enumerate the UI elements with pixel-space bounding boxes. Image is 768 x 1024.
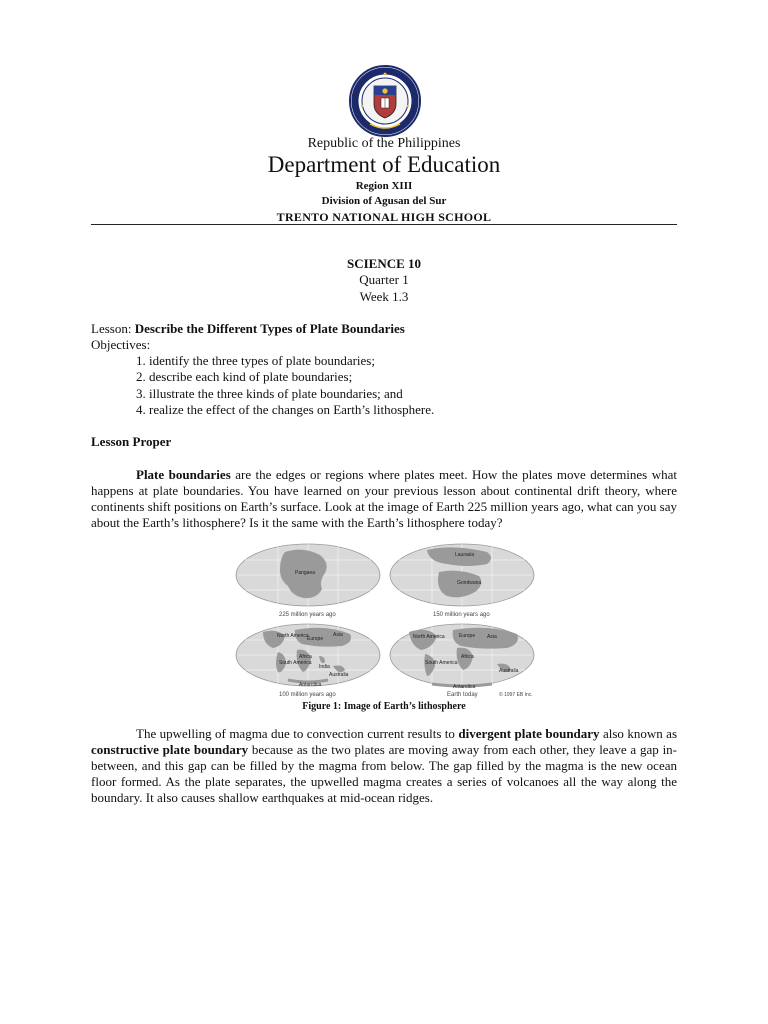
objective-item: 2. describe each kind of plate boundaries; xyxy=(136,369,353,384)
map-label: Antarctica xyxy=(299,682,322,688)
department-title: Department of Education xyxy=(267,152,501,177)
paragraph-text: The upwelling of magma due to convection current results to xyxy=(136,726,459,741)
week-line: Week 1.3 xyxy=(359,289,409,304)
objective-item: 4. realize the effect of the changes on Earth’s lithosphere. xyxy=(136,402,435,417)
paragraph-text: also known as xyxy=(599,726,678,741)
map-panel xyxy=(233,622,383,700)
map-label: Africa xyxy=(299,654,312,660)
map-label: South America xyxy=(279,660,312,666)
term-plate-boundaries: Plate boundaries xyxy=(136,467,231,482)
school-name: TRENTO NATIONAL HIGH SCHOOL xyxy=(276,210,492,224)
paragraph-plate-boundaries xyxy=(91,467,677,531)
map-label: Pangaea xyxy=(295,570,316,576)
map-label: South America xyxy=(425,660,458,666)
map-panel xyxy=(233,542,383,620)
map-label: India xyxy=(319,664,330,670)
paragraph-text: because as the two plates are moving away from each other, they leave a gap in-between, and this gap can be filled by the magma from below. The gap filled by the magma is the new ocean floor formed. As the plate separates, the upwelled magma creates a series of volcanoes all the way along the boundary. It also causes shallow earthquakes at mid-ocean ridges. xyxy=(91,742,678,805)
paragraph-divergent-boundary xyxy=(91,726,677,806)
map-label: Europe xyxy=(459,633,476,639)
paragraph-text: are the edges or regions where plates meet. How the plates move determines what happens at plate boundaries. You have learned on your previous lesson about continental drift theory, where continents shift positions on Earth’s surface. Look at the image of Earth 225 million years ago, what can you say about the Earth’s lithosphere? Is it the same with the Earth’s lithosphere today? xyxy=(91,467,677,530)
map-label: Australia xyxy=(329,672,349,678)
objective-item: 3. illustrate the three kinds of plate boundaries; and xyxy=(136,386,403,401)
map-label: Asia xyxy=(333,632,343,638)
lesson-proper-heading: Lesson Proper xyxy=(91,434,172,449)
map-caption: 225 million years ago xyxy=(279,612,336,618)
lithosphere-figure xyxy=(233,542,537,700)
subject-title: SCIENCE 10 xyxy=(346,256,422,271)
objectives-label: Objectives: xyxy=(91,337,151,352)
header-divider xyxy=(91,224,677,225)
deped-seal-icon xyxy=(348,64,422,138)
map-label: Gondwana xyxy=(457,580,482,586)
map-label: Laurasia xyxy=(455,552,475,558)
figure-credit: © 1997 EB Inc. xyxy=(499,692,533,698)
map-label: North America xyxy=(277,633,309,639)
map-panel xyxy=(387,542,537,620)
quarter-line: Quarter 1 xyxy=(359,272,409,287)
term-constructive-boundary: constructive plate boundary xyxy=(91,742,249,757)
map-label: North America xyxy=(413,634,445,640)
map-label: Australia xyxy=(499,668,519,674)
lesson-line xyxy=(91,321,405,337)
region-line: Region XIII xyxy=(355,180,413,192)
figure-caption: Figure 1: Image of Earth’s lithosphere xyxy=(302,701,466,712)
term-divergent-boundary: divergent plate boundary xyxy=(458,726,600,741)
lesson-label: Lesson: xyxy=(91,321,135,336)
map-panel xyxy=(387,622,537,700)
map-caption: 150 million years ago xyxy=(433,612,490,618)
map-label: Africa xyxy=(461,654,474,660)
republic-line: Republic of the Philippines xyxy=(307,136,461,151)
map-label: Asia xyxy=(487,634,497,640)
division-line: Division of Agusan del Sur xyxy=(321,195,447,207)
map-caption: 100 million years ago xyxy=(279,692,336,698)
map-caption: Earth today xyxy=(447,692,478,698)
objective-item: 1. identify the three types of plate boundaries; xyxy=(136,353,375,368)
map-label: Europe xyxy=(307,636,324,642)
lesson-title: Describe the Different Types of Plate Boundaries xyxy=(134,321,405,336)
map-label: Antarctica xyxy=(453,684,476,690)
world-map-icon xyxy=(233,542,383,612)
